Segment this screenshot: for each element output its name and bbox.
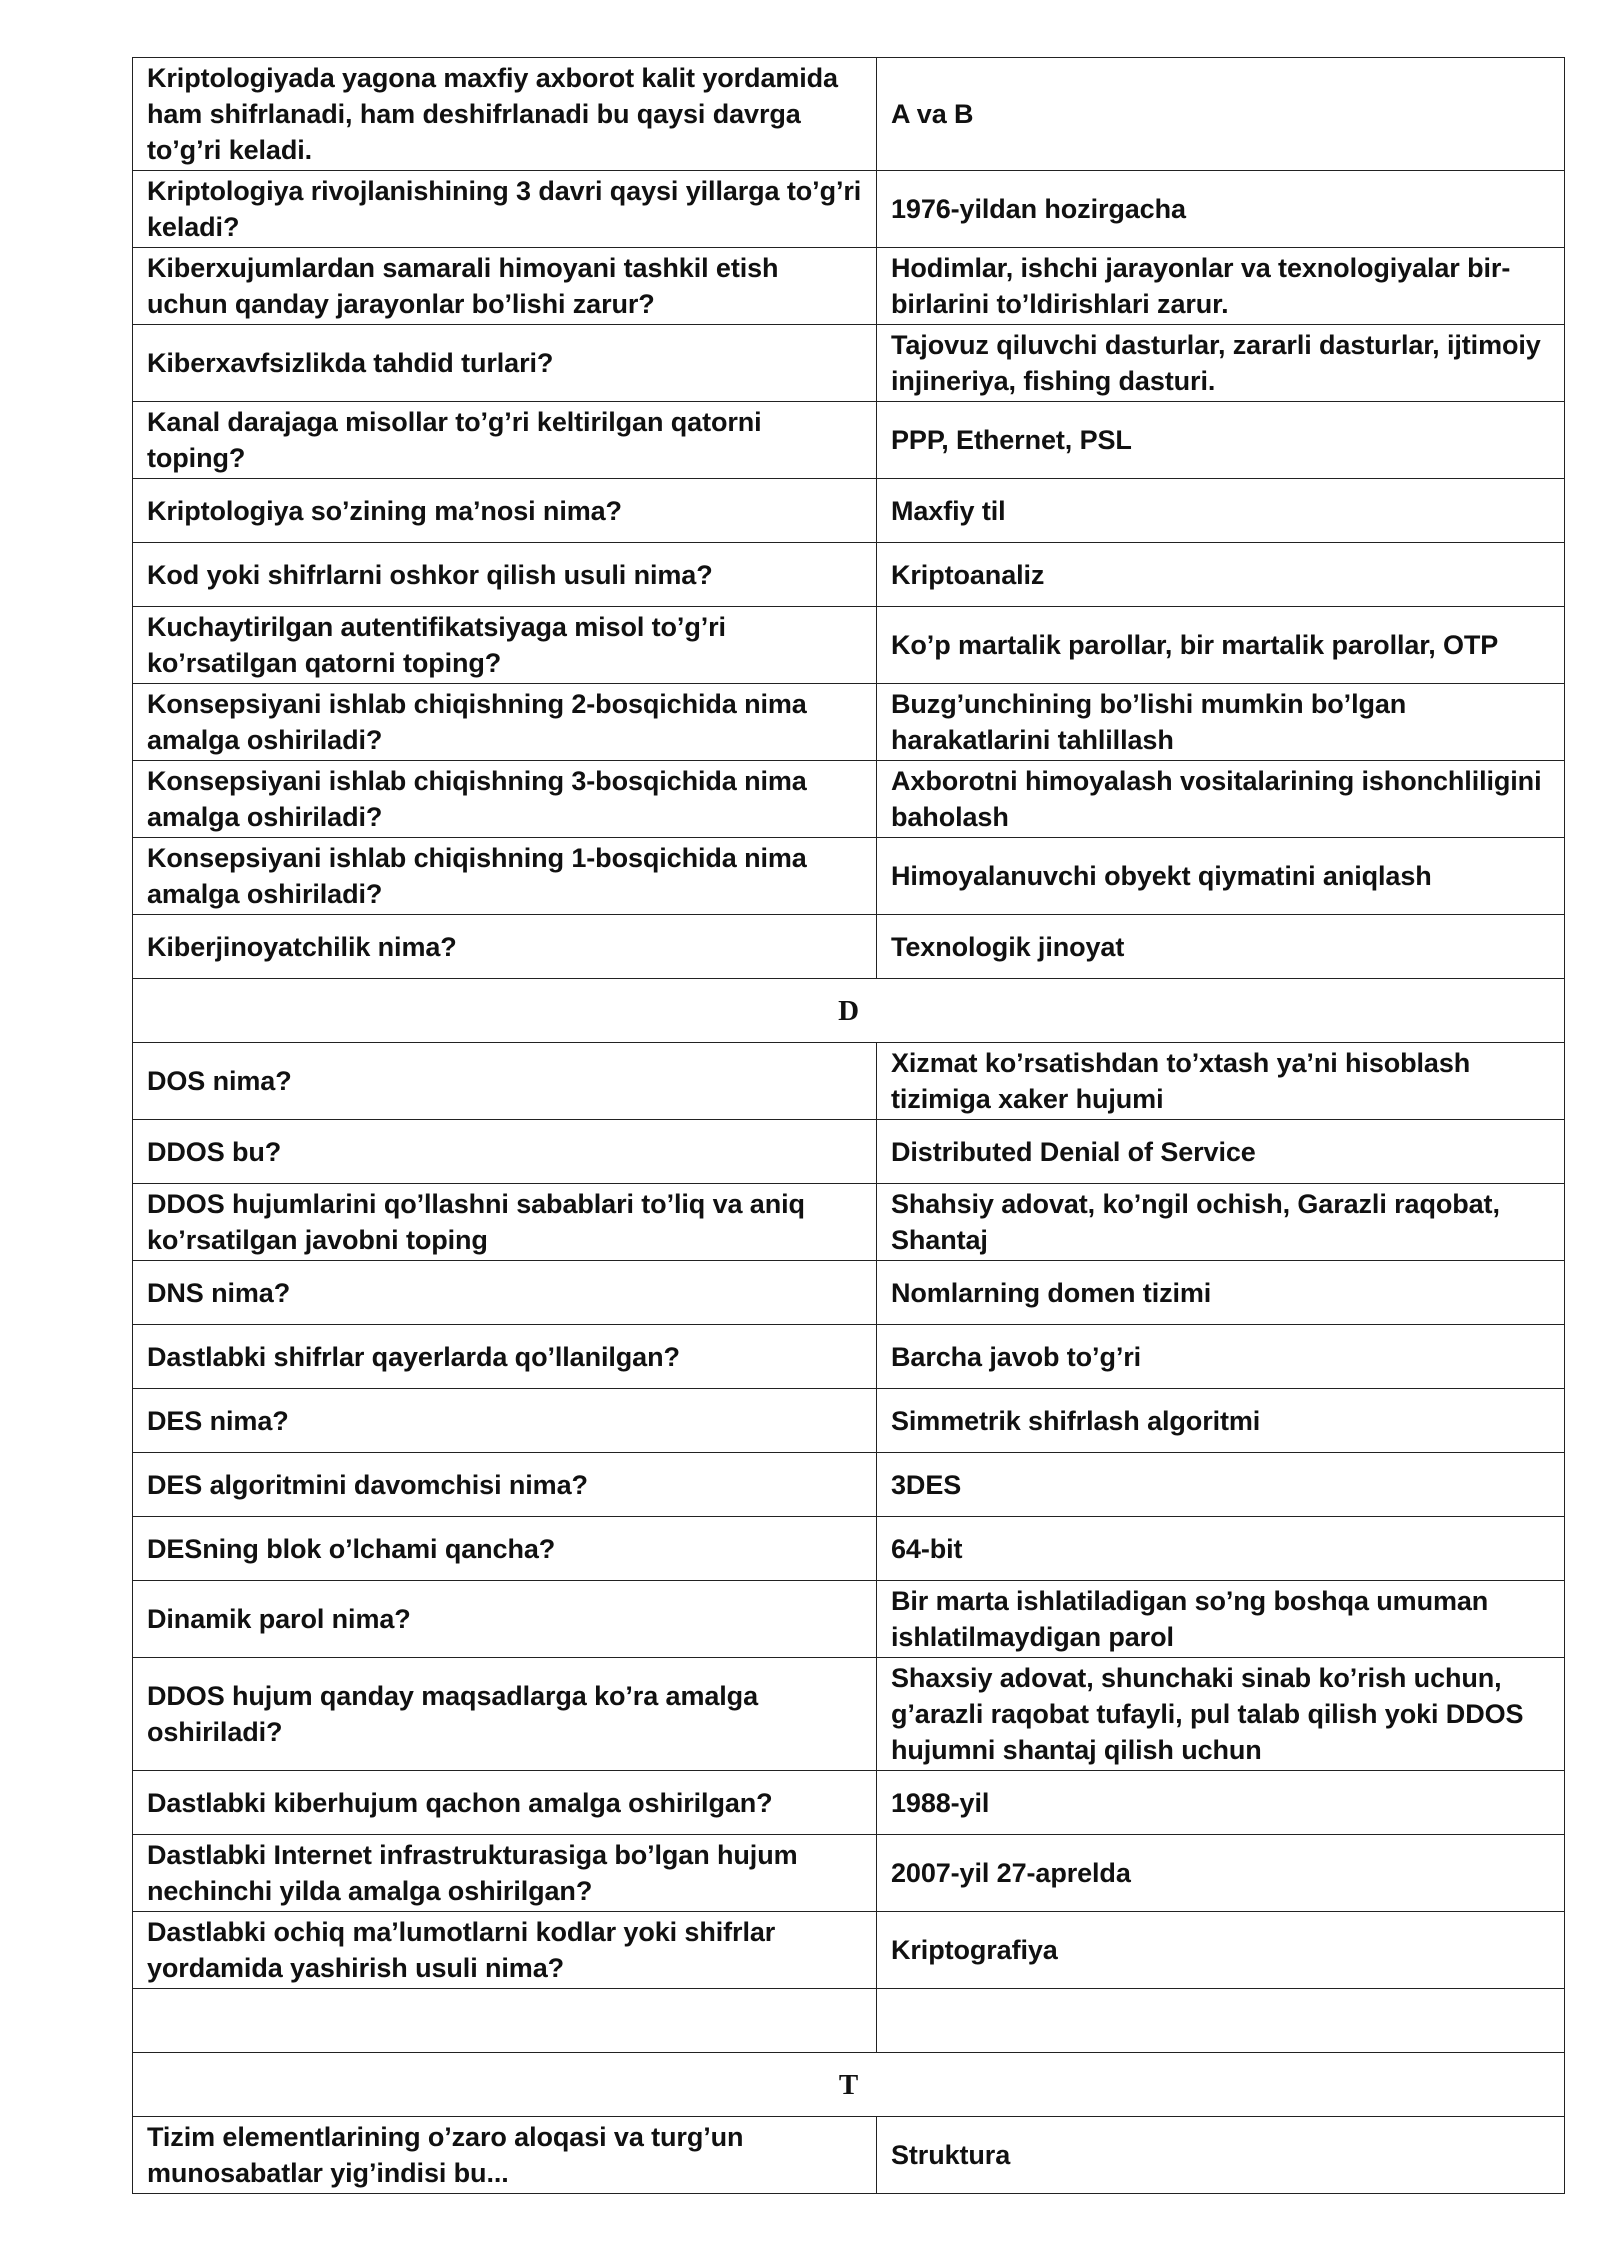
answer-cell: Kriptografiya: [877, 1912, 1565, 1989]
question-cell: DOS nima?: [133, 1043, 877, 1120]
table-row: [133, 684, 1565, 761]
question-cell: Dastlabki shifrlar qayerlarda qo’llanilgan?: [133, 1325, 877, 1389]
section-header-row: [133, 979, 1565, 1043]
table-row: [133, 1120, 1565, 1184]
table-row: [133, 248, 1565, 325]
answer-cell: 64-bit: [877, 1517, 1565, 1581]
answer-cell: Struktura: [877, 2117, 1565, 2194]
answer-cell: Tajovuz qiluvchi dasturlar, zararli dasturlar, ijtimoiy injineriya, fishing dasturi.: [877, 325, 1565, 402]
question-cell: DDOS hujum qanday maqsadlarga ko’ra amalga oshiriladi?: [133, 1658, 877, 1771]
answer-cell: Axborotni himoyalash vositalarining ishonchliligini baholash: [877, 761, 1565, 838]
question-cell: Kriptologiya so’zining ma’nosi nima?: [133, 479, 877, 543]
answer-cell: Bir marta ishlatiladigan so’ng boshqa umuman ishlatilmaydigan parol: [877, 1581, 1565, 1658]
table-row: [133, 1261, 1565, 1325]
answer-cell: Hodimlar, ishchi jarayonlar va texnologiyalar bir-birlarini to’ldirishlari zarur.: [877, 248, 1565, 325]
question-cell: Kriptologiyada yagona maxfiy axborot kalit yordamida ham shifrlanadi, ham deshifrlanadi bu qaysi davrga to’g’ri keladi.: [133, 58, 877, 171]
answer-cell: Kriptoanaliz: [877, 543, 1565, 607]
answer-cell: Shaxsiy adovat, shunchaki sinab ko’rish uchun, g’arazli raqobat tufayli, pul talab qilish yoki DDOS hujumni shantaj qilish uchun: [877, 1658, 1565, 1771]
answer-cell: Shahsiy adovat, ko’ngil ochish, Garazli raqobat, Shantaj: [877, 1184, 1565, 1261]
answer-cell: 1976-yildan hozirgacha: [877, 171, 1565, 248]
table-row: [133, 325, 1565, 402]
question-cell: DDOS bu?: [133, 1120, 877, 1184]
table-row: [133, 402, 1565, 479]
table-row: [133, 1325, 1565, 1389]
table-row: [133, 761, 1565, 838]
answer-cell: PPP, Ethernet, PSL: [877, 402, 1565, 479]
table-row: [133, 171, 1565, 248]
table-row: [133, 1517, 1565, 1581]
answer-cell: Texnologik jinoyat: [877, 915, 1565, 979]
question-cell: Kiberxujumlardan samarali himoyani tashkil etish uchun qanday jarayonlar bo’lishi zarur?: [133, 248, 877, 325]
section-letter: T: [133, 2053, 1565, 2117]
question-cell: Dastlabki ochiq ma’lumotlarni kodlar yoki shifrlar yordamida yashirish usuli nima?: [133, 1912, 877, 1989]
question-cell: Kanal darajaga misollar to’g’ri keltirilgan qatorni toping?: [133, 402, 877, 479]
table-row: [133, 1912, 1565, 1989]
question-cell: DDOS hujumlarini qo’llashni sabablari to’liq va aniq ko’rsatilgan javobni toping: [133, 1184, 877, 1261]
question-cell: Konsepsiyani ishlab chiqishning 1-bosqichida nima amalga oshiriladi?: [133, 838, 877, 915]
section-letter: D: [133, 979, 1565, 1043]
answer-cell: 1988-yil: [877, 1771, 1565, 1835]
table-row: [133, 1043, 1565, 1120]
table-row: [133, 543, 1565, 607]
question-cell: DES algoritmini davomchisi nima?: [133, 1453, 877, 1517]
section-header-row: [133, 2053, 1565, 2117]
question-cell: Dastlabki kiberhujum qachon amalga oshirilgan?: [133, 1771, 877, 1835]
question-cell: Kiberxavfsizlikda tahdid turlari?: [133, 325, 877, 402]
question-cell: DESning blok o’lchami qancha?: [133, 1517, 877, 1581]
table-row: [133, 479, 1565, 543]
table-row: [133, 1453, 1565, 1517]
question-cell: Kod yoki shifrlarni oshkor qilish usuli nima?: [133, 543, 877, 607]
table-row: [133, 1581, 1565, 1658]
question-cell: [133, 1989, 877, 2053]
table-row: [133, 58, 1565, 171]
answer-cell: Maxfiy til: [877, 479, 1565, 543]
answer-cell: Buzg’unchining bo’lishi mumkin bo’lgan harakatlarini tahlillash: [877, 684, 1565, 761]
answer-cell: A va B: [877, 58, 1565, 171]
table-row: [133, 1184, 1565, 1261]
question-cell: DES nima?: [133, 1389, 877, 1453]
table-row: [133, 1989, 1565, 2053]
question-cell: Tizim elementlarining o’zaro aloqasi va turg’un munosabatlar yig’indisi bu...: [133, 2117, 877, 2194]
answer-cell: 3DES: [877, 1453, 1565, 1517]
answer-cell: Ko’p martalik parollar, bir martalik parollar, OTP: [877, 607, 1565, 684]
question-cell: Konsepsiyani ishlab chiqishning 3-bosqichida nima amalga oshiriladi?: [133, 761, 877, 838]
qa-table-body: [133, 58, 1565, 2194]
answer-cell: [877, 1989, 1565, 2053]
answer-cell: Simmetrik shifrlash algoritmi: [877, 1389, 1565, 1453]
question-cell: DNS nima?: [133, 1261, 877, 1325]
question-cell: Konsepsiyani ishlab chiqishning 2-bosqichida nima amalga oshiriladi?: [133, 684, 877, 761]
question-cell: Dinamik parol nima?: [133, 1581, 877, 1658]
answer-cell: 2007-yil 27-aprelda: [877, 1835, 1565, 1912]
question-cell: Dastlabki Internet infrastrukturasiga bo’lgan hujum nechinchi yilda amalga oshirilgan?: [133, 1835, 877, 1912]
table-row: [133, 1835, 1565, 1912]
answer-cell: Barcha javob to’g’ri: [877, 1325, 1565, 1389]
answer-cell: Distributed Denial of Service: [877, 1120, 1565, 1184]
table-row: [133, 607, 1565, 684]
question-cell: Kuchaytirilgan autentifikatsiyaga misol to’g’ri ko’rsatilgan qatorni toping?: [133, 607, 877, 684]
question-cell: Kriptologiya rivojlanishining 3 davri qaysi yillarga to’g’ri keladi?: [133, 171, 877, 248]
answer-cell: Himoyalanuvchi obyekt qiymatini aniqlash: [877, 838, 1565, 915]
answer-cell: Nomlarning domen tizimi: [877, 1261, 1565, 1325]
qa-table: [132, 57, 1565, 2194]
table-row: [133, 838, 1565, 915]
table-row: [133, 1771, 1565, 1835]
table-row: [133, 1389, 1565, 1453]
table-row: [133, 915, 1565, 979]
answer-cell: Xizmat ko’rsatishdan to’xtash ya’ni hisoblash tizimiga xaker hujumi: [877, 1043, 1565, 1120]
question-cell: Kiberjinoyatchilik nima?: [133, 915, 877, 979]
table-row: [133, 2117, 1565, 2194]
table-row: [133, 1658, 1565, 1771]
